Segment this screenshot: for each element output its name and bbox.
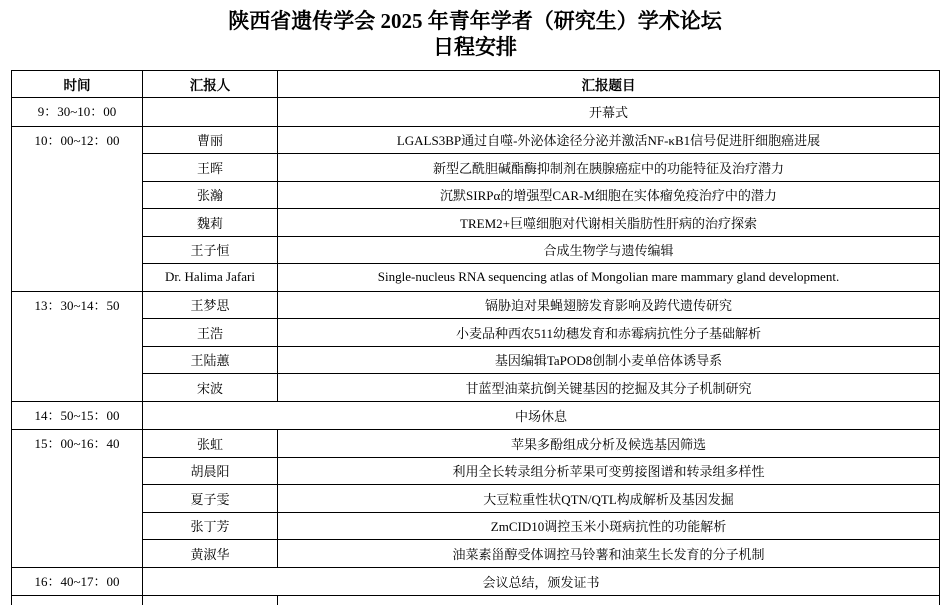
column-header-time: 时间 bbox=[12, 71, 143, 98]
schedule-row bbox=[12, 319, 940, 347]
speaker-cell bbox=[143, 596, 278, 605]
topic-cell: 基因编辑TaPOD8创制小麦单倍体诱导系 bbox=[278, 346, 940, 374]
speaker-cell: 王晖 bbox=[143, 154, 278, 182]
time-cell: 14：50~15：00 bbox=[12, 401, 143, 430]
time-cell: 16：40~17：00 bbox=[12, 567, 143, 596]
speaker-cell: 宋波 bbox=[143, 374, 278, 402]
time-cell bbox=[12, 596, 143, 605]
document-subtitle: 日程安排 bbox=[433, 35, 517, 59]
time-cell: 13：30~14：50 bbox=[12, 291, 143, 401]
speaker-cell: 王子恒 bbox=[143, 236, 278, 264]
schedule-row bbox=[12, 209, 940, 237]
topic-cell: 苹果多酚组成分析及候选基因筛选 bbox=[278, 430, 940, 458]
time-cell: 9：30~10：00 bbox=[12, 98, 143, 127]
topic-cell: 小麦品种西农511幼穗发育和赤霉病抗性分子基础解析 bbox=[278, 319, 940, 347]
schedule-row bbox=[12, 181, 940, 209]
topic-cell: 大豆粒重性状QTN/QTL构成解析及基因发掘 bbox=[278, 485, 940, 513]
topic-cell: 开幕式 bbox=[278, 98, 940, 127]
topic-cell: 利用全长转录组分析苹果可变剪接图谱和转录组多样性 bbox=[278, 457, 940, 485]
schedule-row bbox=[12, 485, 940, 513]
schedule-row bbox=[12, 291, 940, 319]
topic-cell: Single-nucleus RNA sequencing atlas of Mongolian mare mammary gland development. bbox=[278, 264, 940, 292]
schedule-row bbox=[12, 346, 940, 374]
schedule-row bbox=[12, 98, 940, 127]
schedule-row bbox=[12, 236, 940, 264]
speaker-cell: 黄淑华 bbox=[143, 540, 278, 568]
speaker-cell: 王浩 bbox=[143, 319, 278, 347]
schedule-row bbox=[12, 401, 940, 430]
topic-cell: 会议总结，颁发证书 bbox=[143, 567, 940, 596]
speaker-cell: 王梦思 bbox=[143, 291, 278, 319]
speaker-cell: 魏莉 bbox=[143, 209, 278, 237]
column-header-speaker: 汇报人 bbox=[143, 71, 278, 98]
speaker-cell: 张瀚 bbox=[143, 181, 278, 209]
schedule-row bbox=[12, 264, 940, 292]
partial-row bbox=[12, 596, 940, 605]
topic-cell: 沉默SIRPα的增强型CAR-M细胞在实体瘤免疫治疗中的潜力 bbox=[278, 181, 940, 209]
schedule-table bbox=[11, 70, 940, 605]
topic-cell bbox=[278, 596, 940, 605]
speaker-cell: 胡晨阳 bbox=[143, 457, 278, 485]
speaker-cell bbox=[143, 98, 278, 127]
speaker-cell: 王陆蕙 bbox=[143, 346, 278, 374]
topic-cell: 油菜素甾醇受体调控马铃薯和油菜生长发育的分子机制 bbox=[278, 540, 940, 568]
speaker-cell: 曹丽 bbox=[143, 126, 278, 154]
topic-cell: TREM2+巨噬细胞对代谢相关脂肪性肝病的治疗探索 bbox=[278, 209, 940, 237]
topic-cell: 新型乙酰胆碱酯酶抑制剂在胰腺癌症中的功能特征及治疗潜力 bbox=[278, 154, 940, 182]
time-cell: 10：00~12：00 bbox=[12, 126, 143, 291]
document-title: 陕西省遗传学会 2025 年青年学者（研究生）学术论坛 bbox=[228, 9, 722, 33]
schedule-row bbox=[12, 374, 940, 402]
speaker-cell: 夏子雯 bbox=[143, 485, 278, 513]
schedule-row bbox=[12, 457, 940, 485]
header-row bbox=[12, 71, 940, 98]
topic-cell: 甘蓝型油菜抗倒关键基因的挖掘及其分子机制研究 bbox=[278, 374, 940, 402]
column-header-topic: 汇报题目 bbox=[278, 71, 940, 98]
schedule-row bbox=[12, 567, 940, 596]
schedule-row bbox=[12, 126, 940, 154]
schedule-row bbox=[12, 540, 940, 568]
topic-cell: ZmCID10调控玉米小斑病抗性的功能解析 bbox=[278, 512, 940, 540]
speaker-cell: 张虹 bbox=[143, 430, 278, 458]
topic-cell: LGALS3BP通过自噬-外泌体途径分泌并激活NF-κB1信号促进肝细胞癌进展 bbox=[278, 126, 940, 154]
time-cell: 15：00~16：40 bbox=[12, 430, 143, 568]
topic-cell: 合成生物学与遗传编辑 bbox=[278, 236, 940, 264]
schedule-row bbox=[12, 154, 940, 182]
speaker-cell: Dr. Halima Jafari bbox=[143, 264, 278, 292]
schedule-row bbox=[12, 430, 940, 458]
topic-cell: 镉胁迫对果蝇翅膀发育影响及跨代遗传研究 bbox=[278, 291, 940, 319]
schedule-row bbox=[12, 512, 940, 540]
topic-cell: 中场休息 bbox=[143, 401, 940, 430]
speaker-cell: 张丁芳 bbox=[143, 512, 278, 540]
